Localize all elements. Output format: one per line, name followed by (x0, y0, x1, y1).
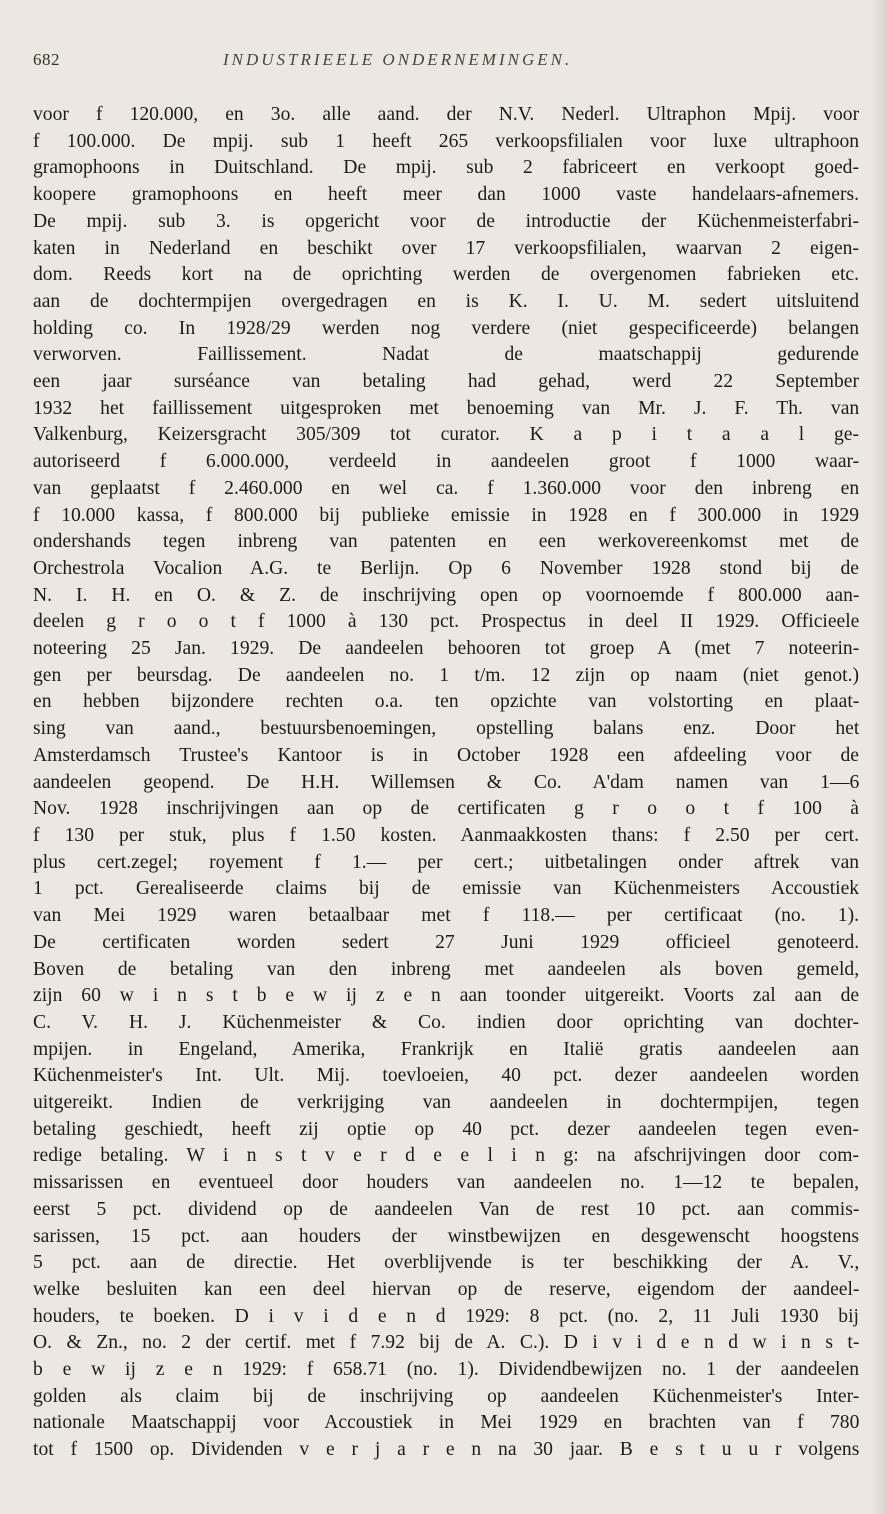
text-line: Orchestrola Vocalion A.G. te Berlijn. Op 6 November 1928 stond bij de (33, 557, 859, 579)
text-line: uitgereikt. Indien de verkrijging van aandeelen in dochtermpijen, tegen (33, 1092, 859, 1114)
text-line: sing van aand., bestuursbenoemingen, opstelling balans enz. Door het (33, 718, 859, 740)
text-line: Nov. 1928 inschrijvingen aan op de certificaten g r o o t f 100 à (33, 798, 859, 820)
page-edge-shadow (871, 0, 887, 1514)
text-line: De mpij. sub 3. is opgericht voor de introductie der Küchenmeisterfabri- (33, 210, 859, 232)
text-line: nationale Maatschappij voor Accoustiek in Mei 1929 en brachten van f 780 (33, 1412, 859, 1434)
text-line: zijn 60 w i n s t b e w ij z e n aan toonder uitgereikt. Voorts zal aan de (33, 985, 859, 1007)
text-line: N. I. H. en O. & Z. de inschrijving open op voornoemde f 800.000 aan- (33, 584, 859, 606)
text-line: voor f 120.000, en 3o. alle aand. der N.V. Nederl. Ultraphon Mpij. voor (33, 104, 859, 125)
page-header (33, 50, 859, 90)
text-line: tot f 1500 op. Dividenden v e r j a r e n na 30 jaar. B e s t u u r volgens (33, 1439, 859, 1461)
text-line: van Mei 1929 waren betaalbaar met f 118.— per certificaat (no. 1). (33, 905, 859, 927)
text-line: 1 pct. Gerealiseerde claims bij de emissie van Küchenmeisters Accoustiek (33, 878, 859, 900)
text-line: gramophoons in Duitschland. De mpij. sub 2 fabriceert en verkoopt goed- (33, 157, 859, 179)
text-line: b e w ij z e n 1929: f 658.71 (no. 1). Dividendbewijzen no. 1 der aandeelen (33, 1359, 859, 1381)
text-line: betaling geschiedt, heeft zij optie op 40 pct. dezer aandeelen tegen even- (33, 1118, 859, 1140)
text-line: verworven. Faillissement. Nadat de maatschappij gedurende (33, 344, 859, 366)
text-line: noteering 25 Jan. 1929. De aandeelen behooren tot groep A (met 7 noteerin- (33, 638, 859, 660)
text-line: en hebben bijzondere rechten o.a. ten opzichte van volstorting en plaat- (33, 691, 859, 713)
text-line: De certificaten worden sedert 27 Juni 1929 officieel genoteerd. (33, 931, 859, 953)
text-line: Amsterdamsch Trustee's Kantoor is in October 1928 een afdeeling voor de (33, 744, 859, 766)
text-line: dom. Reeds kort na de oprichting werden de overgenomen fabrieken etc. (33, 264, 859, 286)
text-line: katen in Nederland en beschikt over 17 verkoopsfilialen, waarvan 2 eigen- (33, 237, 859, 259)
text-line: 5 pct. aan de directie. Het overblijvende is ter beschikking der A. V., (33, 1252, 859, 1274)
text-line: autoriseerd f 6.000.000, verdeeld in aandeelen groot f 1000 waar- (33, 451, 859, 473)
text-line: mpijen. in Engeland, Amerika, Frankrijk en Italië gratis aandeelen aan (33, 1038, 859, 1060)
page-number: 682 (33, 50, 60, 69)
text-line: aandeelen geopend. De H.H. Willemsen & Co. A'dam namen van 1—6 (33, 771, 859, 793)
text-line: Valkenburg, Keizersgracht 305/309 tot curator. K a p i t a a l ge- (33, 424, 859, 446)
text-line: Boven de betaling van den inbreng met aandeelen als boven gemeld, (33, 958, 859, 980)
text-line: koopere gramophoons en heeft meer dan 1000 vaste handelaars-afnemers. (33, 184, 859, 206)
text-line: ondershands tegen inbreng van patenten en een werkovereenkomst met de (33, 531, 859, 553)
text-line: f 100.000. De mpij. sub 1 heeft 265 verkoopsfilialen voor luxe ultraphoon (33, 130, 859, 152)
text-line: gen per beursdag. De aandeelen no. 1 t/m. 12 zijn op naam (niet genot.) (33, 664, 859, 686)
text-line: holding co. In 1928/29 werden nog verdere (niet gespecificeerde) belangen (33, 317, 859, 339)
text-line: eerst 5 pct. dividend op de aandeelen Van de rest 10 pct. aan commis- (33, 1198, 859, 1220)
text-line: aan de dochtermpijen overgedragen en is K. I. U. M. sedert uitsluitend (33, 290, 859, 312)
text-line: Küchenmeister's Int. Ult. Mij. toevloeien, 40 pct. dezer aandeelen worden (33, 1065, 859, 1087)
text-line: O. & Zn., no. 2 der certif. met f 7.92 bij de A. C.). D i v i d e n d w i n s t- (33, 1332, 859, 1354)
text-line: 1932 het faillissement uitgesproken met benoeming van Mr. J. F. Th. van (33, 397, 859, 419)
text-line: deelen g r o o t f 1000 à 130 pct. Prospectus in deel II 1929. Officieele (33, 611, 859, 633)
body-text (33, 102, 859, 1464)
text-line: f 130 per stuk, plus f 1.50 kosten. Aanmaakkosten thans: f 2.50 per cert. (33, 824, 859, 846)
text-line: welke besluiten kan een deel hiervan op de reserve, eigendom der aandeel- (33, 1278, 859, 1300)
text-line: een jaar surséance van betaling had gehad, werd 22 September (33, 371, 859, 393)
text-line: houders, te boeken. D i v i d e n d 1929: 8 pct. (no. 2, 11 Juli 1930 bij (33, 1305, 859, 1327)
text-line: f 10.000 kassa, f 800.000 bij publieke emissie in 1928 en f 300.000 in 1929 (33, 504, 859, 526)
text-line: redige betaling. W i n s t v e r d e e l i n g: na afschrijvingen door com- (33, 1145, 859, 1167)
text-line: C. V. H. J. Küchenmeister & Co. indien door oprichting van dochter- (33, 1011, 859, 1033)
text-line: plus cert.zegel; royement f 1.— per cert.; uitbetalingen onder aftrek van (33, 851, 859, 873)
text-line: golden als claim bij de inschrijving op aandeelen Küchenmeister's Inter- (33, 1385, 859, 1407)
text-line: sarissen, 15 pct. aan houders der winstbewijzen en desgewenscht hoogstens (33, 1225, 859, 1247)
text-line: missarissen en eventueel door houders van aandeelen no. 1—12 te bepalen, (33, 1172, 859, 1194)
running-title: INDUSTRIEELE ONDERNEMINGEN. (223, 50, 573, 69)
text-line: van geplaatst f 2.460.000 en wel ca. f 1.360.000 voor den inbreng en (33, 477, 859, 499)
